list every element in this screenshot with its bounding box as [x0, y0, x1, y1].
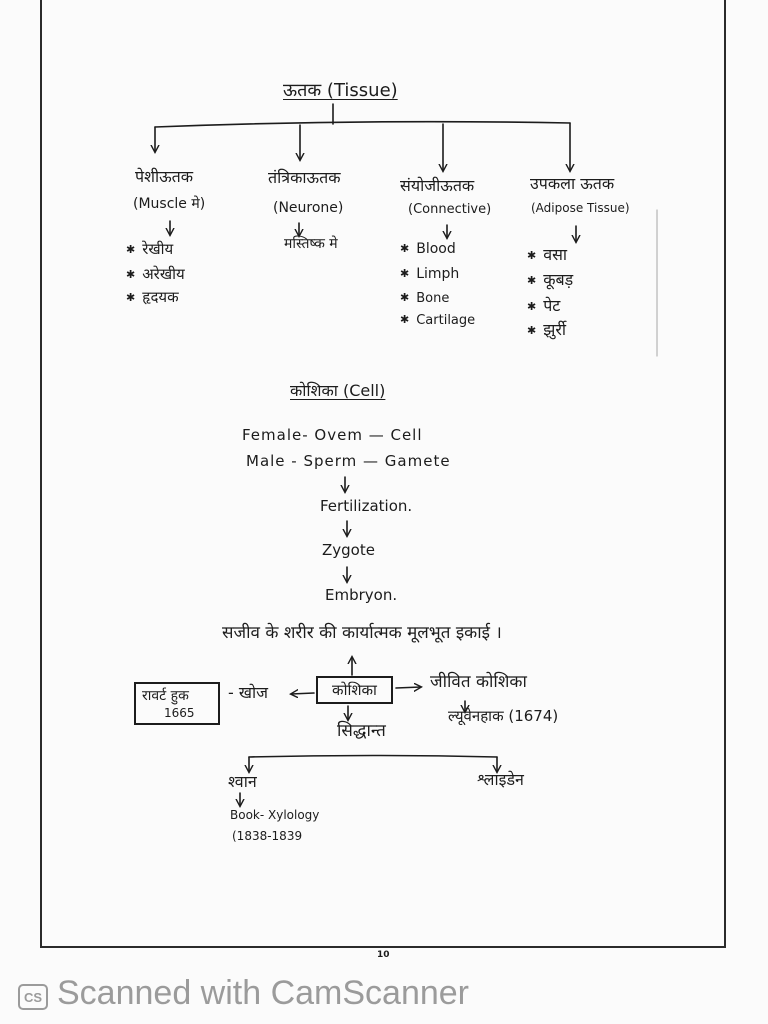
male-gamete-line: Male - Sperm — Gamete — [246, 452, 451, 470]
cell-center-box — [316, 676, 393, 704]
discovery-year: 1665 — [164, 706, 195, 720]
cell-title: कोशिका (Cell) — [290, 381, 386, 400]
muscle-tissue-heading: पेशीऊतक — [135, 167, 194, 186]
theory-branch-bar — [249, 756, 497, 758]
connective-type-item: ✱ Bone — [400, 291, 449, 307]
epithelial-location-item: ✱ कूबड़ — [527, 270, 573, 289]
muscle-type-item: ✱ अरेखीय — [126, 265, 185, 283]
tissue-title: ऊतक (Tissue) — [283, 80, 398, 101]
muscle-tissue-english: (Muscle मे) — [133, 196, 206, 212]
tissue-branch-bar — [155, 122, 570, 127]
arrow-left-to-discovery — [291, 693, 314, 694]
discoverer-name: रावर्ट हुक — [142, 688, 189, 704]
female-gamete-line: Female- Ovem — Cell — [242, 426, 423, 444]
epithelial-location-item: ✱ वसा — [527, 245, 567, 264]
page-number: 10 — [377, 950, 390, 960]
muscle-type-item: ✱ हृदयक — [126, 288, 179, 306]
arrow-right-to-living-cell — [396, 687, 421, 688]
connective-type-item: ✱ Cartilage — [400, 313, 475, 329]
connective-type-item: ✱ Blood — [400, 241, 456, 258]
cell-center-label: कोशिका — [332, 681, 377, 699]
living-cell-label: जीवित कोशिका — [430, 672, 527, 692]
epithelial-tissue-english: (Adipose Tissue) — [531, 201, 630, 215]
step-zygote: Zygote — [322, 541, 375, 559]
connective-type-item: ✱ Limph — [400, 266, 459, 283]
theory-years: (1838-1839 — [232, 829, 303, 843]
discovery-label: - खोज — [228, 683, 268, 702]
leeuwenhoek-label: ल्यूवेनहाक (1674) — [448, 707, 559, 725]
schleiden-label: श्लाइडेन — [477, 770, 524, 789]
robert-hooke-box — [134, 682, 220, 725]
nervous-tissue-english: (Neurone) — [273, 200, 344, 216]
cell-theory-label: सिद्धान्त — [337, 721, 386, 741]
epithelial-location-item: ✱ पेट — [527, 296, 560, 315]
step-embryo: Embryon. — [325, 586, 398, 604]
camscanner-watermark: Scanned with CamScanner — [57, 974, 470, 1012]
muscle-type-item: ✱ रेखीय — [126, 240, 173, 258]
cell-definition: सजीव के शरीर की कार्यात्मक मूलभूत इकाई । — [222, 623, 502, 643]
connective-tissue-heading: संयोजीऊतक — [400, 176, 475, 195]
connective-tissue-english: (Connective) — [408, 202, 492, 217]
nervous-tissue-location: मस्तिष्क मे — [284, 236, 338, 252]
epithelial-location-item: ✱ झुर्री — [527, 320, 566, 339]
epithelial-tissue-heading: उपकला ऊतक — [530, 174, 615, 193]
book-label: Book- Xylology — [230, 808, 320, 822]
step-fertilization: Fertilization. — [320, 497, 413, 515]
schwann-label: श्वान — [228, 772, 257, 791]
camscanner-logo-icon: CS — [18, 984, 48, 1010]
nervous-tissue-heading: तंत्रिकाऊतक — [268, 168, 341, 187]
